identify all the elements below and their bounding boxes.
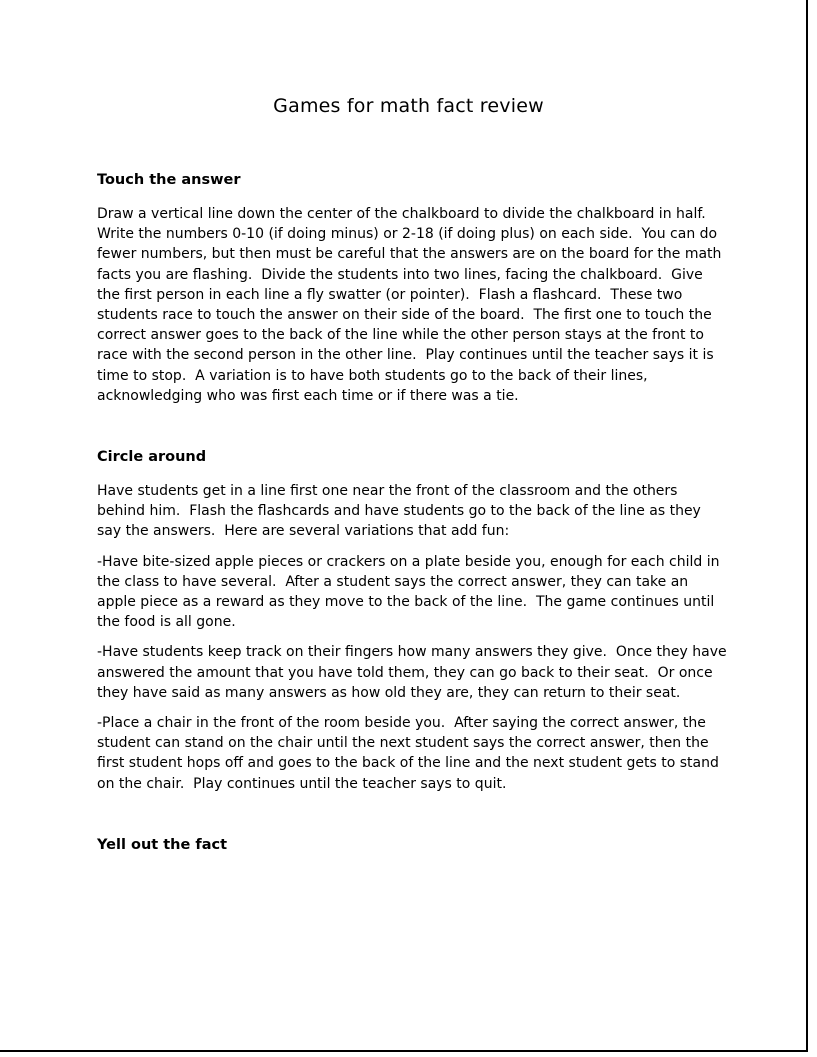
section-heading-yell-out-the-fact: Yell out the fact <box>97 836 228 853</box>
paragraph: Have students get in a line first one near the front of the classroom and the others behind him. Flash the flashcards and have students go to the back of the line as they say the answers. Here are several variations that add fun: <box>97 483 706 540</box>
paragraph: -Place a chair in the front of the room beside you. After saying the correct answer, the student can stand on the chair until the next student says the correct answer, then the first student hops off and goes to the back of the line and the next student gets to stand on the chair. Play continues until the teacher says to quit. <box>97 715 724 792</box>
section-yell-out-the-fact <box>97 836 729 854</box>
section-heading-circle-around: Circle around <box>97 449 207 466</box>
page-title: Games for math fact review <box>273 95 544 117</box>
section-touch-the-answer <box>97 171 729 406</box>
paragraph: -Have bite-sized apple pieces or crackers on a plate beside you, enough for each child in the class to have several. After a student says the correct answer, they can take an apple piece as a reward as they move to the back of the line. The game continues until the food is all gone. <box>97 553 724 631</box>
document-body <box>97 171 732 854</box>
section-circle-around <box>97 448 732 794</box>
paragraph: -Have students keep track on their fingers how many answers they give. Once they have answered the amount that you have told them, they can go back to their seat. Or once they have said as many answers as how old they are, they can return to their seat. <box>97 644 732 701</box>
section-heading-touch-the-answer: Touch the answer <box>97 172 241 188</box>
scan-edge-line-bottom <box>0 1050 808 1052</box>
scan-edge-line-right <box>806 0 808 1052</box>
paragraph: Draw a vertical line down the center of the chalkboard to divide the chalkboard in half. Write the numbers 0-10 (if doing minus) or 2-18 (if doing plus) on each side. You can do fewer numbers, but then must be careful that the answers are on the board for the math facts you are flashing. Divide the students into two lines, facing the chalkboard. Give the first person in each line a fly swatter (or pointer). Flash a flashcard. These two students race to touch the answer on their side of the board. The first one to touch the correct answer goes to the back of the line while the other person stays at the front to race with the second person in the other line. Play continues until the teacher says it is time to stop. A variation is to have both students go to the back of their lines, acknowledging who was first each time or if there was a tie. <box>97 206 726 404</box>
